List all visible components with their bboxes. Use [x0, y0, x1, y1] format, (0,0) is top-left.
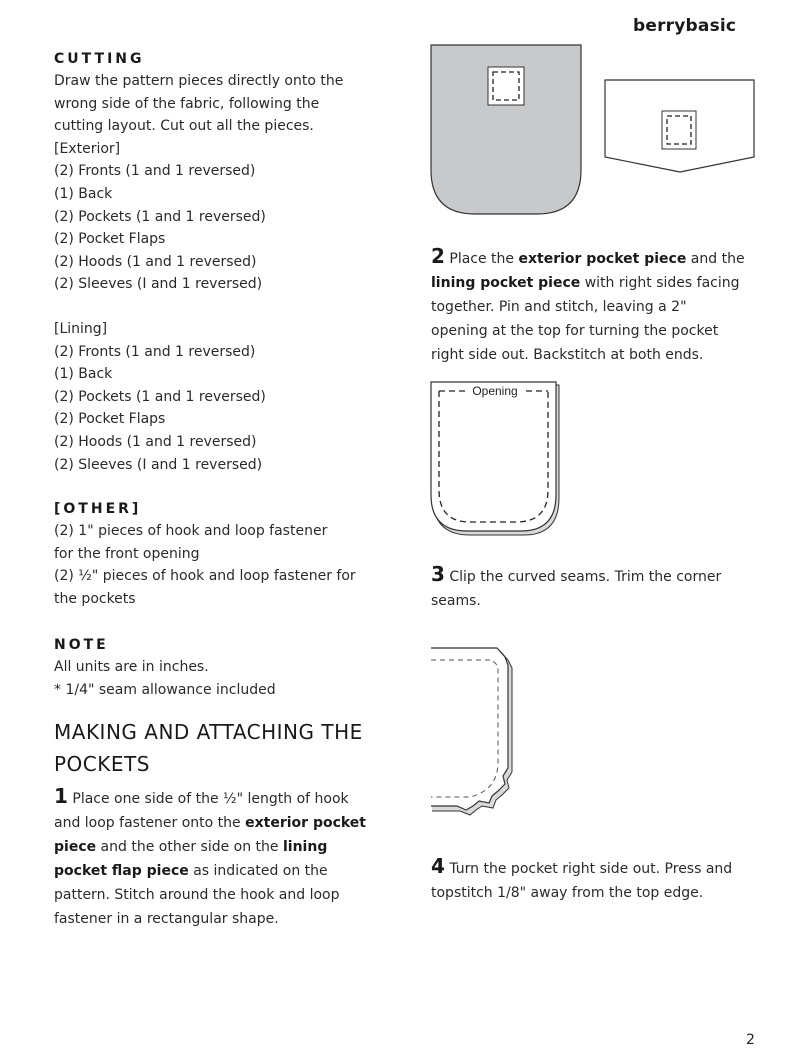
exterior-item: (2) Pocket Flaps: [54, 231, 166, 248]
other-line: the pockets: [54, 590, 136, 607]
step-emphasis: lining pocket piece: [431, 275, 581, 291]
cutting-intro-line: wrong side of the fabric, following the: [54, 95, 320, 112]
step-number: 1: [54, 783, 68, 808]
step-number: 4: [431, 854, 445, 878]
lining-item: (1) Back: [54, 366, 113, 383]
note-line: * 1/4" seam allowance included: [54, 682, 276, 699]
other-line: (2) 1" pieces of hook and loop fastener: [54, 523, 328, 540]
brand-logo: berrybasic: [633, 16, 737, 36]
other-heading: [OTHER]: [54, 501, 142, 518]
section-title-line: POCKETS: [54, 751, 150, 776]
step-text: and the other side on the: [96, 838, 283, 855]
exterior-item: (2) Pockets (1 and 1 reversed): [54, 208, 266, 225]
exterior-item: (1) Back: [54, 185, 113, 202]
lining-label: [Lining]: [54, 320, 108, 337]
note-heading: NOTE: [54, 637, 109, 654]
step-text: Turn the pocket right side out. Press and: [449, 861, 733, 877]
step-4: [431, 854, 761, 905]
step-text: with right sides facing: [580, 275, 740, 291]
step-text: and loop fastener onto the: [54, 814, 246, 831]
cutting-intro-line: cutting layout. Cut out all the pieces.: [54, 118, 314, 135]
step-text: topstitch 1/8" away from the top edge.: [431, 885, 704, 901]
step-emphasis: exterior pocket: [245, 814, 366, 831]
lining-item: (2) Hoods (1 and 1 reversed): [54, 433, 257, 450]
exterior-item: (2) Hoods (1 and 1 reversed): [54, 253, 257, 270]
step-text: fastener in a rectangular shape.: [54, 910, 279, 927]
step-text: as indicated on the: [188, 862, 328, 879]
step-text: pattern. Stitch around the hook and loop: [54, 886, 340, 903]
step-text: opening at the top for turning the pocket: [431, 323, 719, 339]
section-title-line: MAKING AND ATTACHING THE: [54, 719, 363, 744]
other-line: for the front opening: [54, 545, 200, 562]
cutting-heading: CUTTING: [54, 51, 145, 67]
exterior-label: [Exterior]: [54, 140, 121, 157]
step-number: 2: [431, 244, 445, 268]
step-text: and the: [686, 251, 745, 267]
note-line: All units are in inches.: [54, 659, 209, 676]
step-text: together. Pin and stitch, leaving a 2": [431, 299, 687, 315]
exterior-item: (2) Sleeves (I and 1 reversed): [54, 276, 263, 293]
step-text: Clip the curved seams. Trim the corner: [449, 569, 722, 585]
step-emphasis: piece: [54, 838, 97, 855]
step-number: 3: [431, 562, 445, 586]
opening-label: Opening: [472, 384, 518, 398]
page-number: 2: [746, 1032, 755, 1048]
other-line: (2) ½" pieces of hook and loop fastener for: [54, 568, 356, 585]
step-emphasis: pocket flap piece: [54, 862, 189, 879]
cutting-intro-line: Draw the pattern pieces directly onto the: [54, 73, 344, 89]
step-emphasis: exterior pocket piece: [518, 251, 687, 267]
step-text: right side out. Backstitch at both ends.: [431, 347, 704, 363]
step-emphasis: lining: [282, 838, 328, 855]
lining-item: (2) Fronts (1 and 1 reversed): [54, 343, 256, 360]
step-text: Place the: [449, 251, 519, 267]
step-text: Place one side of the ½" length of hook: [72, 790, 349, 807]
step-text: seams.: [431, 593, 481, 609]
lining-item: (2) Pocket Flaps: [54, 411, 166, 428]
clipped-pocket-outline: [431, 648, 508, 810]
lining-item: (2) Sleeves (I and 1 reversed): [54, 456, 263, 473]
lining-item: (2) Pockets (1 and 1 reversed): [54, 388, 266, 405]
exterior-item: (2) Fronts (1 and 1 reversed): [54, 163, 256, 180]
